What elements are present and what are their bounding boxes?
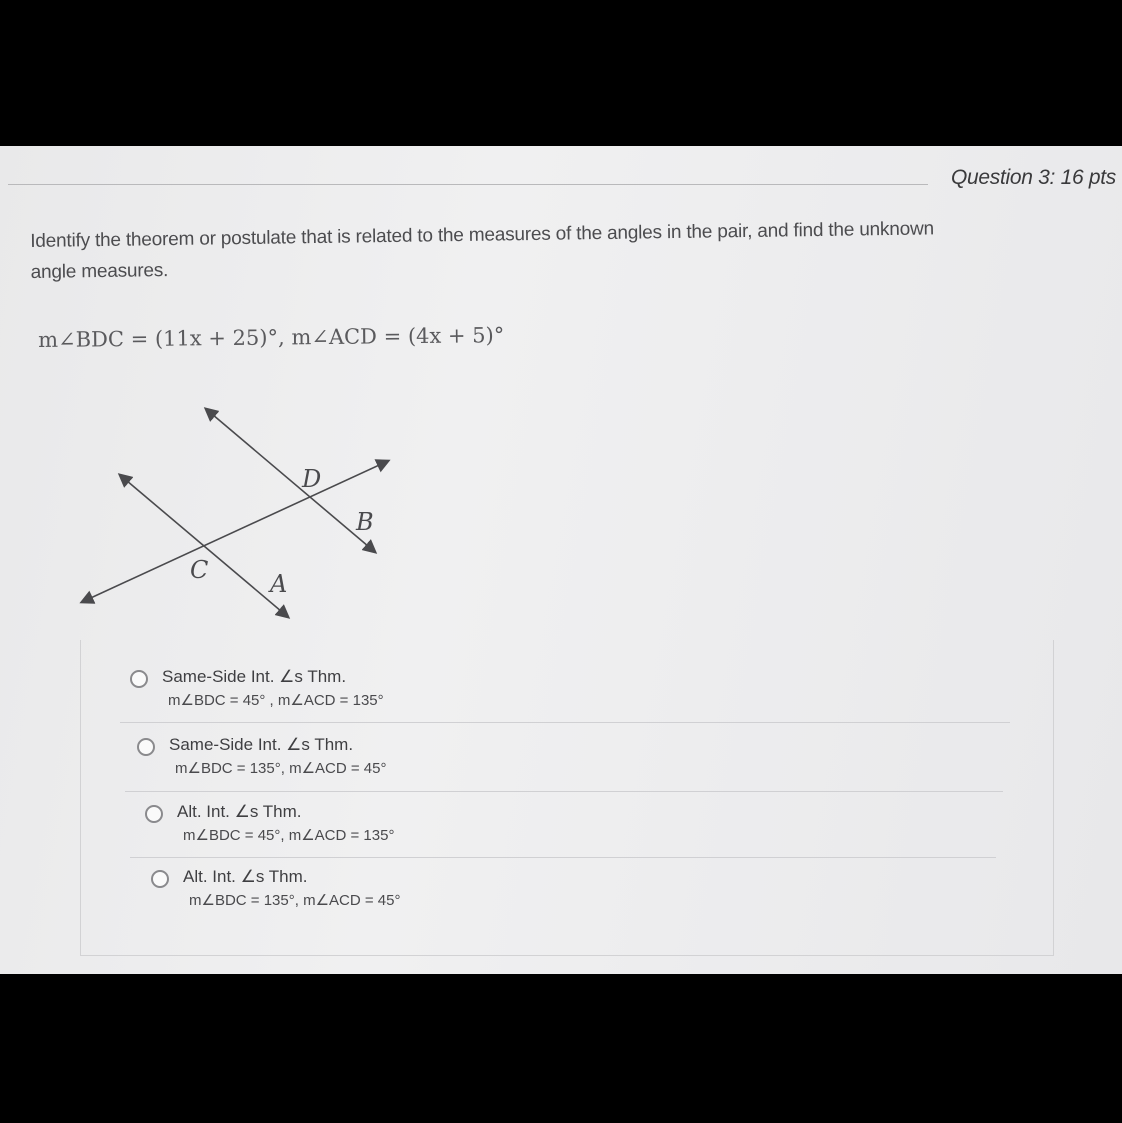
point-label-b: B: [356, 508, 374, 536]
prompt-line-1: Identify the theorem or postulate that is related to the measures of the angles in the pair, and find the unknown: [30, 218, 935, 252]
choice-divider: [120, 722, 1010, 723]
radio-button[interactable]: [130, 670, 148, 688]
question-points-label: Question 3: 16 pts: [950, 166, 1116, 189]
point-label-a: A: [270, 570, 288, 598]
prompt-line-2: angle measures.: [30, 260, 169, 283]
choice-measures: m∠BDC = 45°, m∠ACD = 135°: [183, 827, 395, 844]
choice-measures: m∠BDC = 135°, m∠ACD = 45°: [175, 760, 387, 777]
choice-theorem: Alt. Int. ∠s Thm.: [183, 867, 308, 886]
radio-button[interactable]: [145, 805, 163, 823]
choice-theorem: Same-Side Int. ∠s Thm.: [169, 735, 354, 754]
line-through-c-a: [120, 475, 288, 617]
given-equation: m∠BDC = (11x + 25)°, m∠ACD = (4x + 5)°: [38, 323, 505, 352]
header-divider: [8, 184, 928, 185]
radio-button[interactable]: [137, 738, 155, 756]
radio-button[interactable]: [151, 870, 169, 888]
geometry-figure: [70, 395, 410, 635]
point-label-c: C: [190, 556, 209, 584]
choice-theorem: Same-Side Int. ∠s Thm.: [162, 667, 347, 686]
line-through-d-b: [206, 409, 375, 552]
choice-measures: m∠BDC = 135°, m∠ACD = 45°: [189, 892, 401, 909]
point-label-d: D: [302, 465, 322, 493]
choice-measures: m∠BDC = 45° , m∠ACD = 135°: [168, 692, 384, 709]
choice-theorem: Alt. Int. ∠s Thm.: [177, 802, 302, 821]
choice-divider: [125, 791, 1003, 792]
choice-divider: [130, 857, 996, 858]
